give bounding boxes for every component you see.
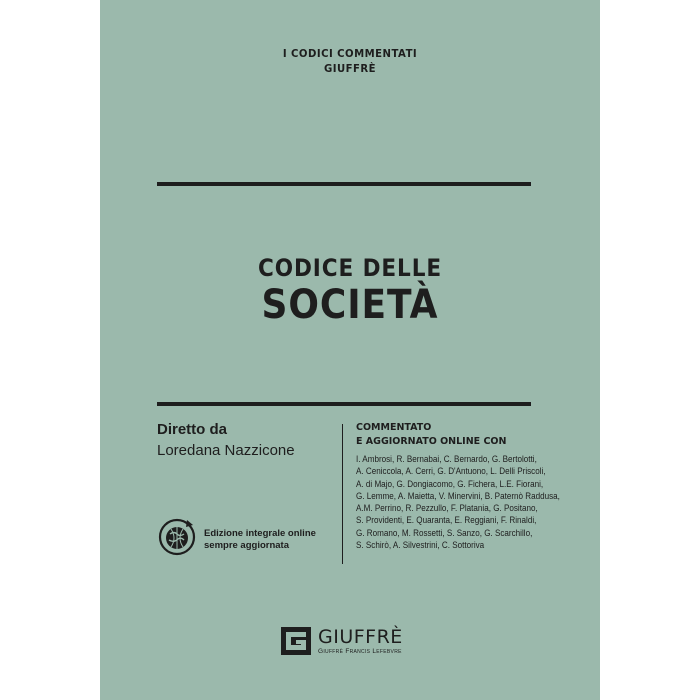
middle-divider xyxy=(157,402,531,406)
publisher-subtitle: Giuffrè Francis Lefebvre xyxy=(318,648,402,655)
publisher-logo xyxy=(280,626,420,658)
authors-line: A. Ceniccola, A. Cerri, G. D'Antuono, L. Delli Priscoli, xyxy=(356,466,546,477)
series-name xyxy=(120,46,580,76)
authors-line: A.M. Perrino, R. Pezzullo, F. Platania, G. Positano, xyxy=(356,503,538,514)
authors-line: S. Schirò, A. Silvestrini, C. Sottoriva xyxy=(356,540,485,551)
commentary-heading xyxy=(356,421,506,449)
book-cover xyxy=(100,0,600,700)
series-line-2: GIUFFRÈ xyxy=(323,62,377,75)
top-divider xyxy=(157,182,531,186)
edition-line-1: Edizione integrale online xyxy=(204,528,316,539)
giuffre-logo-mark xyxy=(280,626,312,656)
authors-line: G. Romano, M. Rossetti, S. Sanzo, G. Scarchillo, xyxy=(356,527,533,538)
vertical-divider xyxy=(342,424,343,564)
publisher-name: GIUFFRÈ xyxy=(318,626,403,648)
authors-list xyxy=(356,453,560,551)
edition-note xyxy=(204,528,316,552)
director-name: Loredana Nazzicone xyxy=(157,442,295,459)
commentary-line-1: COMMENTATO xyxy=(356,422,432,433)
globe-refresh-icon xyxy=(157,517,197,557)
directed-by-label: Diretto da xyxy=(157,421,228,438)
authors-line: S. Providenti, E. Quaranta, E. Reggiani, F. Rinaldi, xyxy=(356,515,537,526)
edition-line-2: sempre aggiornata xyxy=(204,540,289,551)
authors-line: G. Lemme, A. Maietta, V. Minervini, B. Paternò Raddusa, xyxy=(356,490,560,501)
authors-line: A. di Majo, G. Dongiacomo, G. Fichera, L.E. Fiorani, xyxy=(356,478,544,489)
title-line-2: SOCIETÀ xyxy=(261,282,439,328)
commentary-line-2: E AGGIORNATO ONLINE CON xyxy=(356,436,507,447)
authors-line: I. Ambrosi, R. Bernabai, C. Bernardo, G. Bertolotti, xyxy=(356,454,537,464)
title-line-1: CODICE DELLE xyxy=(257,254,443,282)
series-line-1: I CODICI COMMENTATI xyxy=(282,47,418,60)
